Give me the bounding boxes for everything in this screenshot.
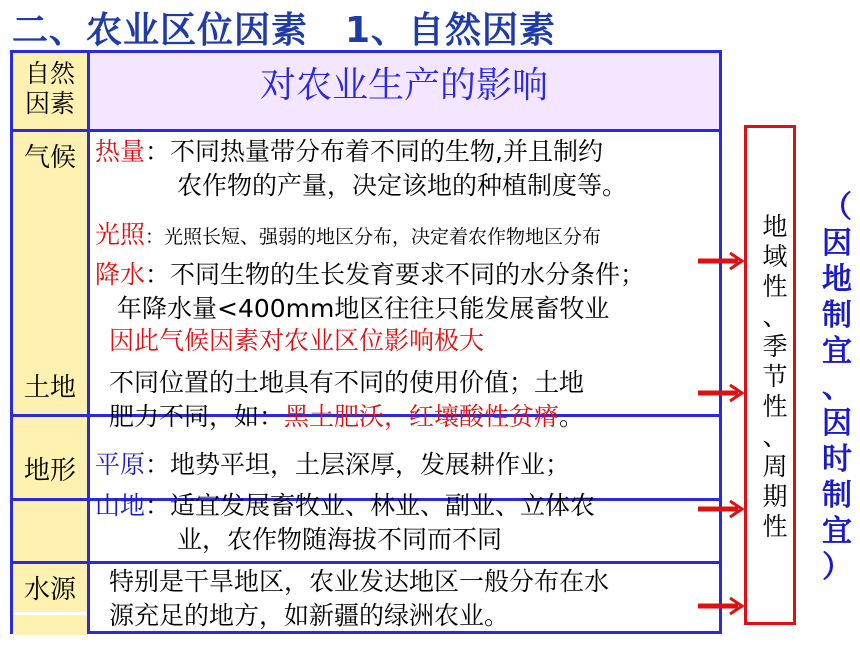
char: 季 (762, 332, 788, 361)
factors-table (10, 50, 722, 634)
page-title: 二、农业区位因素 1、自然因素 (12, 10, 557, 51)
char: 地 (762, 212, 788, 241)
heat-text-1: ：不同热量带分布着不同的生物,并且制约 (145, 137, 603, 166)
header-factor-line-2: 因素 (24, 89, 75, 118)
principle-text (820, 190, 854, 586)
land-line-2 (109, 400, 584, 434)
factor-land: 土地 (23, 373, 76, 403)
mountain-line-2: 业，农作物随海拔不同而不同 (177, 525, 503, 554)
arrow-right-icon (698, 499, 746, 519)
char: ） (822, 550, 852, 585)
char: 因 (822, 226, 852, 261)
factor-cell-water (13, 615, 87, 635)
rain-line-2: 年降水量<400mm地区往往只能发展畜牧业 (117, 294, 610, 323)
header-factor-line-1: 自然 (24, 59, 75, 88)
arrow-right-icon (698, 383, 746, 403)
land-line-1: 不同位置的土地具有不同的使用价值；土地 (109, 368, 585, 397)
char: 、 (762, 302, 788, 331)
light-text: ：光照长短、强弱的地区分布，决定着农作物地区分布 (145, 226, 602, 248)
factor-terrain: 地形 (23, 456, 76, 486)
char: 、 (762, 422, 788, 451)
char: 性 (762, 512, 788, 541)
rain-text-1: ：不同生物的生长发育要求不同的水分条件； (145, 260, 646, 289)
factor-climate: 气候 (23, 143, 76, 173)
char: 地 (822, 262, 852, 297)
water-line-2: 源充足的地方，如新疆的绿洲农业。 (109, 601, 510, 630)
plain-label: 平原 (95, 450, 146, 479)
char: 时 (822, 442, 852, 477)
plain-line (95, 448, 570, 482)
land-text-prefix: 肥力不同，如： (109, 402, 285, 431)
arrow-right-icon (698, 251, 746, 271)
light-line (95, 218, 601, 254)
characteristics-text (760, 212, 790, 542)
heat-label: 热量 (95, 137, 146, 166)
char: 期 (762, 482, 788, 511)
land-text-suffix: 。 (559, 402, 585, 431)
char: 制 (822, 478, 852, 513)
light-label: 光照 (95, 220, 146, 249)
mountain-label: 山地 (95, 491, 146, 520)
header-factor-label (13, 59, 87, 119)
arrow-right-icon (698, 596, 746, 616)
char: （ (822, 190, 852, 225)
row-divider (13, 561, 719, 564)
heat-line-1 (95, 135, 603, 169)
heat-line-2: 农作物的产量，决定该地的种植制度等。 (177, 171, 628, 200)
char: 因 (822, 406, 852, 441)
char: 宜 (822, 334, 852, 369)
land-text-highlight: 黑土肥沃，红壤酸性贫瘠 (284, 402, 560, 431)
char: 宜 (822, 514, 852, 549)
water-line-1: 特别是干旱地区，农业发达地区一般分布在水 (109, 567, 610, 596)
factor-water: 水源 (23, 575, 76, 605)
char: 节 (762, 362, 788, 391)
char: 性 (762, 272, 788, 301)
mountain-line-1 (95, 489, 595, 523)
row-divider (13, 129, 719, 132)
mountain-text-1: ：适宜发展畜牧业、林业、副业、立体农 (145, 491, 596, 520)
column-divider (87, 53, 90, 631)
header-impact-label: 对农业生产的影响 (259, 65, 548, 106)
char: 制 (822, 298, 852, 333)
climate-conclusion: 因此气候因素对农业区位影响极大 (109, 326, 485, 355)
rain-line-1 (95, 258, 645, 292)
char: 性 (762, 392, 788, 421)
char: 、 (822, 370, 852, 405)
plain-text: ：地势平坦，土层深厚，发展耕作业； (145, 450, 571, 479)
rain-label: 降水 (95, 260, 146, 289)
char: 域 (762, 242, 788, 271)
char: 周 (762, 452, 788, 481)
